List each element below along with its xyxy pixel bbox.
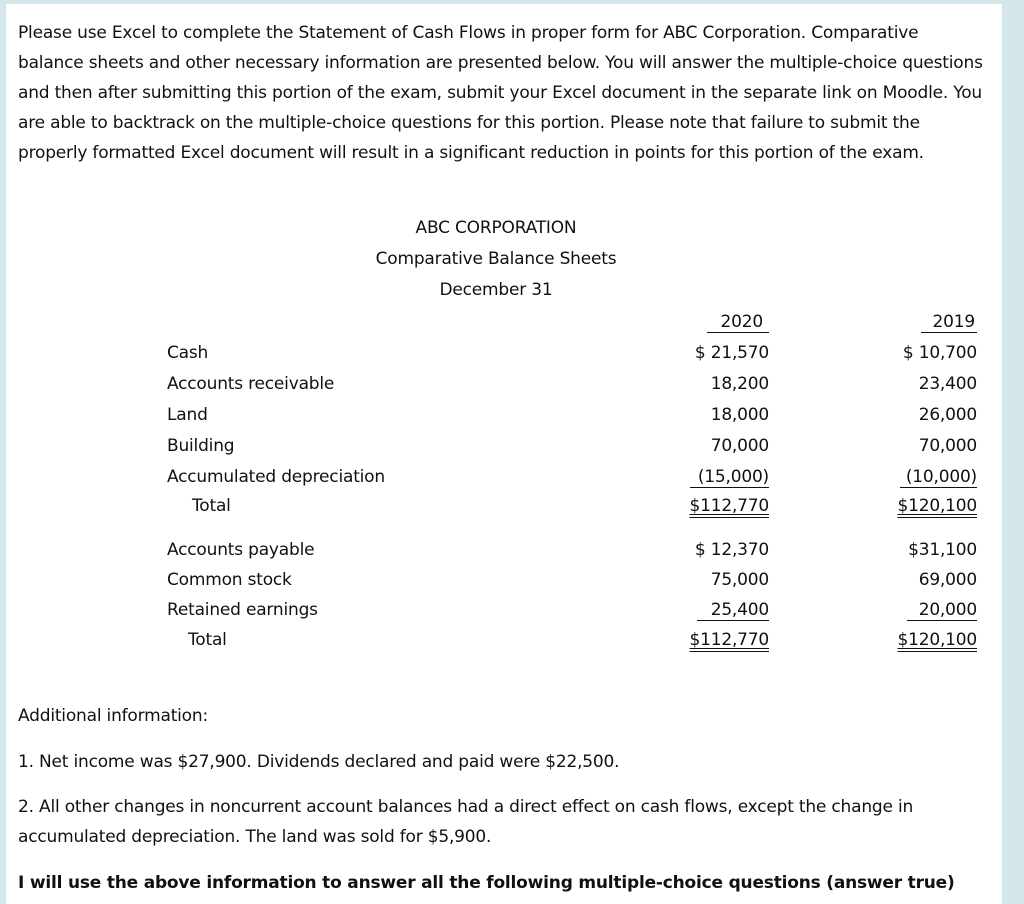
liabilities-total-2019: $120,100	[897, 630, 977, 650]
accounts-receivable-2020: 18,200	[710, 374, 769, 394]
land-2020: 18,000	[710, 405, 769, 425]
row-label-assets-total: Total	[192, 496, 231, 516]
row-label-cash: Cash	[167, 343, 209, 363]
additional-info-item-2: 2. All other changes in noncurrent account balances had a direct effect on cash flows, except the change in accumulated depreciation. The land was sold for $5,900.	[18, 797, 914, 847]
row-label-retained-earnings: Retained earnings	[167, 600, 318, 620]
additional-info-heading: Additional information:	[18, 706, 208, 726]
column-header-2019: 2019	[921, 312, 977, 333]
instructions-paragraph: Please use Excel to complete the Statement of Cash Flows in proper form for ABC Corporation. Comparative balance sheets and other necessary information are presented below. You will answer the multiple-choice questions and then after submitting this portion of the exam, submit your Excel document in the separate link on Moodle. You are able to backtrack on the multiple-choice questions for this portion. Please note that failure to submit the properly formatted Excel document will result in a significant reduction in points for this portion of the exam.	[18, 23, 983, 163]
building-2019: 70,000	[918, 436, 977, 456]
liabilities-total-2020: $112,770	[689, 630, 769, 650]
common-stock-2019: 69,000	[918, 570, 977, 590]
accounts-payable-2019: $31,100	[908, 540, 977, 560]
additional-info-item-1: 1. Net income was $27,900. Dividends declared and paid were $22,500.	[18, 752, 620, 772]
building-2020: 70,000	[710, 436, 769, 456]
row-label-accounts-payable: Accounts payable	[167, 540, 315, 560]
assets-total-2020: $112,770	[689, 496, 769, 516]
row-label-accumulated-depreciation: Accumulated depreciation	[167, 467, 385, 487]
row-label-land: Land	[167, 405, 208, 425]
cash-2020: $ 21,570	[694, 343, 769, 363]
row-label-accounts-receivable: Accounts receivable	[167, 374, 335, 394]
statement-date: December 31	[439, 280, 553, 300]
accounts-payable-2020: $ 12,370	[694, 540, 769, 560]
document-page	[6, 4, 1002, 904]
accumulated-depreciation-2019: (10,000)	[900, 467, 977, 488]
statement-title: Comparative Balance Sheets	[375, 249, 617, 269]
common-stock-2020: 75,000	[710, 570, 769, 590]
company-name: ABC CORPORATION	[415, 218, 577, 238]
cash-2019: $ 10,700	[902, 343, 977, 363]
retained-earnings-2019: 20,000	[907, 600, 977, 621]
row-label-building: Building	[167, 436, 235, 456]
accumulated-depreciation-2020: (15,000)	[690, 467, 769, 488]
retained-earnings-2020: 25,400	[697, 600, 769, 621]
row-label-liabilities-total: Total	[188, 630, 227, 650]
row-label-common-stock: Common stock	[167, 570, 292, 590]
accounts-receivable-2019: 23,400	[918, 374, 977, 394]
land-2019: 26,000	[918, 405, 977, 425]
column-header-2020: 2020	[707, 312, 769, 333]
closing-instruction: I will use the above information to answer all the following multiple-choice questions (answer true)	[18, 873, 955, 893]
assets-total-2019: $120,100	[897, 496, 977, 516]
